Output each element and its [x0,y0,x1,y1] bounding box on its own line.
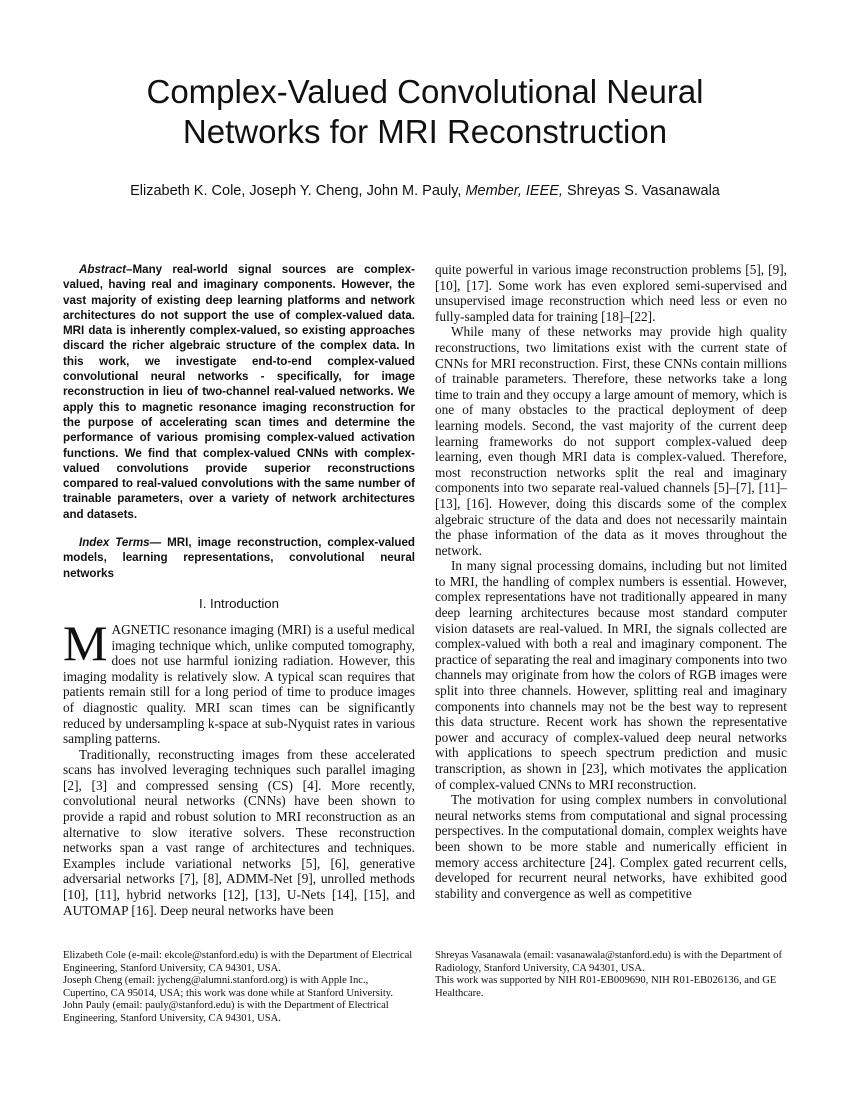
left-column [63,262,415,918]
footnote-vasanawala: Shreyas Vasanawala (email: vasanawala@stanford.edu) is with the Department of Radiology, Stanford University, CA 94301, USA. [435,950,782,974]
intro-paragraph-2-continued: quite powerful in various image reconstruction problems [5], [9], [10], [17]. Some work has even explored semi-supervised and unsupervised image reconstruction which need less or even no fully-sampled data for training [18]–[22]. [435,262,787,324]
footnote-pauly: John Pauly (email: pauly@stanford.edu) is with the Department of Electrical Engineering, Stanford University, CA 94301, USA. [63,1000,389,1024]
author-list [60,182,790,200]
intro-paragraph-4: In many signal processing domains, including but not limited to MRI, the handling of complex numbers is essential. However, complex representations have not traditionally appeared in many deep learning architectures because most standard computer vision datasets are real-valued. In MRI, the signals collected are complex-valued with both a real and imaginary component. The practice of separating the real and imaginary components into two channels may originate from how the colors of RGB images were split into three channels. However, splitting real and imaginary components into channels may not be the best way to represent this data structure. Recent work has shown the representative power and accuracy of complex-valued deep neural networks with applications to speech spectrum prediction and music transcription, as shown in [23], which motivates the application of complex-valued CNNs to MRI reconstruction. [435,558,787,792]
footnote-funding: This work was supported by NIH R01-EB009690, NIH R01-EB026136, and GE Healthcare. [435,975,777,999]
authors-plain: Elizabeth K. Cole, Joseph Y. Cheng, John M. Pauly, [130,183,466,199]
right-column [435,262,787,901]
index-terms [63,535,415,581]
footnote-cole: Elizabeth Cole (e-mail: ekcole@stanford.edu) is with the Department of Electrical Engineering, Stanford University, CA 94301, USA. [63,950,413,974]
index-terms-text: — MRI, image reconstruction, complex-valued models, learning representations, convolutional neural networks [63,536,415,580]
intro-paragraph-1-text: AGNETIC resonance imaging (MRI) is a useful medical imaging technique which, unlike computed tomography, does not use harmful ionizing radiation. However, this imaging modality is relatively slow. A typical scan requires that patients remain still for a long period of time to produce images of diagnostic quality. MRI scan times can be significantly reduced by undersampling k-space at sub-Nyquist rates in various sampling patterns. [63,621,415,747]
abstract [63,262,415,522]
paper-title [100,72,750,152]
abstract-text: –Many real-world signal sources are complex-valued, having real and imaginary components. However, the vast majority of existing deep learning platforms and network architectures do not support the use of complex-valued data. MRI data is inherently complex-valued, so existing approaches discard the richer algebraic structure of the complex data. In this work, we investigate end-to-end complex-valued convolutional neural networks - specifically, for image reconstruction in lieu of two-channel real-valued networks. We apply this to magnetic resonance imaging reconstruction for the purpose of accelerating scan times and determine the performance of various promising complex-valued activation functions. We find that complex-valued CNNs with complex-valued convolutions provide superior reconstructions compared to real-valued convolutions with the same number of trainable parameters, over a variety of network architectures and datasets. [63,263,415,521]
title-line-2: Networks for MRI Reconstruction [182,113,668,150]
authors-tail: Shreyas S. Vasanawala [562,183,720,199]
abstract-label: Abstract [79,263,127,276]
footnote-cheng: Joseph Cheng (email: jycheng@alumni.stanford.org) is with Apple Inc., Cupertino, CA 95014, USA; this work was done while at Stanford University. [63,975,394,999]
footnotes-left [63,950,415,1026]
intro-paragraph-3: While many of these networks may provide high quality reconstructions, two limitations exist with the current state of CNNs for MRI reconstruction. First, these CNNs contain millions of trainable parameters. Therefore, these networks take a long time to train and they occupy a large amount of memory, which is one of many obstacles to the practical deployment of deep learning models. Second, the vast majority of the current deep learning frameworks do not support complex-valued deep learning, even though MRI data is complex-valued. Therefore, most reconstruction networks split the real and imaginary components into two separate real-valued channels [5]–[7], [11]–[13], [16]. However, doing this discards some of the complex algebraic structure of the data and does not necessarily maintain the phase information of the data as it moves throughout the network. [435,324,787,558]
footnotes-right [435,950,787,1000]
title-line-1: Complex-Valued Convolutional Neural [146,73,704,110]
section-heading-introduction: I. Introduction [199,595,279,611]
drop-cap: M [63,614,108,671]
intro-paragraph-5: The motivation for using complex numbers in convolutional neural networks stems from computational and signal processing perspectives. In the computational domain, complex weights have been shown to be more stable and numerically efficient in memory access architecture [24]. Complex gated recurrent cells, developed for recurrent neural networks, have exhibited good stability and convergence as well as competitive [435,792,787,901]
intro-paragraph-2: Traditionally, reconstructing images from these accelerated scans has involved leveraging techniques such parallel imaging [2], [3] and compressed sensing (CS) [4]. More recently, convolutional neural networks (CNNs) have been shown to provide a rapid and robust solution to MRI reconstruction as an alternative to slow iterative solvers. These reconstruction networks span a vast range of architectures and techniques. Examples include variational networks [5], [6], generative adversarial networks [7], [8], ADMM-Net [9], unrolled methods [10], [11], hybrid networks [12], [13], U-Nets [14], [15], and AUTOMAP [16]. Deep neural networks have been [63,746,415,918]
intro-paragraph-1 [63,614,415,747]
index-terms-label: Index Terms [79,536,150,550]
authors-membership: Member, IEEE, [465,183,563,199]
